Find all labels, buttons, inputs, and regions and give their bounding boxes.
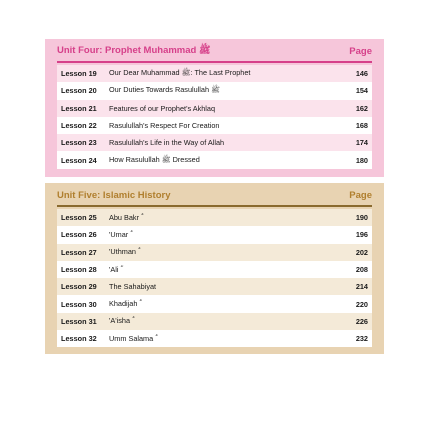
lesson-row[interactable] <box>57 261 372 278</box>
lesson-title: 'Ali ؓ <box>109 264 121 274</box>
lesson-number: Lesson 31 <box>61 316 97 326</box>
lesson-page: 174 <box>355 138 368 148</box>
lesson-page: 232 <box>355 334 368 344</box>
lesson-page: 220 <box>355 299 368 309</box>
lesson-page: 162 <box>355 103 368 113</box>
lesson-number: Lesson 28 <box>61 265 97 275</box>
lesson-page: 190 <box>355 213 368 223</box>
unit-header <box>57 186 372 207</box>
lesson-number: Lesson 27 <box>61 247 97 257</box>
lesson-number: Lesson 26 <box>61 230 97 240</box>
lesson-number: Lesson 24 <box>61 155 97 165</box>
lesson-title: 'Umar ؓ <box>109 229 131 239</box>
lesson-row[interactable] <box>57 295 372 312</box>
lesson-number: Lesson 29 <box>61 282 97 292</box>
lesson-page: 154 <box>355 86 368 96</box>
lesson-row[interactable] <box>57 100 372 117</box>
lesson-row[interactable] <box>57 151 372 168</box>
lesson-title: 'A'isha ؓ <box>109 316 133 326</box>
lesson-title: Our Dear Muhammad ﷺ: The Last Prophet <box>109 68 251 78</box>
lesson-title: 'Uthman ؓ <box>109 247 138 257</box>
page-column-header: Page <box>349 45 372 57</box>
lesson-row[interactable] <box>57 65 372 82</box>
unit-five-section <box>45 183 384 354</box>
page-column-header: Page <box>349 189 372 201</box>
lesson-title: Khadijah ؓ <box>109 299 140 309</box>
lesson-title: Umm Salama ؓ <box>109 333 156 343</box>
lesson-number: Lesson 32 <box>61 334 97 344</box>
lesson-list <box>57 65 372 169</box>
lesson-number: Lesson 23 <box>61 138 97 148</box>
lesson-number: Lesson 20 <box>61 86 97 96</box>
lesson-page: 180 <box>355 155 368 165</box>
lesson-title: Our Duties Towards Rasulullah ﷺ <box>109 85 220 95</box>
lesson-number: Lesson 22 <box>61 121 97 131</box>
lesson-row[interactable] <box>57 117 372 134</box>
lesson-row[interactable] <box>57 244 372 261</box>
lesson-row[interactable] <box>57 313 372 330</box>
unit-title: Unit Four: Prophet Muhammad ﷺ <box>57 45 211 56</box>
lesson-page: 168 <box>355 121 368 131</box>
lesson-title: The Sahabiyat <box>109 282 157 292</box>
lesson-row[interactable] <box>57 226 372 243</box>
lesson-page: 146 <box>355 69 368 79</box>
lesson-row[interactable] <box>57 209 372 226</box>
unit-header <box>57 42 372 63</box>
lesson-page: 214 <box>355 282 368 292</box>
unit-title: Unit Five: Islamic History <box>57 189 171 201</box>
lesson-page: 226 <box>355 316 368 326</box>
lesson-number: Lesson 19 <box>61 69 97 79</box>
lesson-title: How Rasulullah ﷺ Dressed <box>109 154 200 164</box>
lesson-page: 196 <box>355 230 368 240</box>
lesson-title: Abu Bakr ؓ <box>109 212 142 222</box>
lesson-title: Rasulullah's Respect For Creation <box>109 121 220 131</box>
lesson-number: Lesson 30 <box>61 299 97 309</box>
unit-four-section <box>45 39 384 177</box>
lesson-title: Features of our Prophet's Akhlaq <box>109 103 216 113</box>
lesson-list <box>57 209 372 347</box>
lesson-row[interactable] <box>57 134 372 151</box>
lesson-title: Rasulullah's Life in the Way of Allah <box>109 138 225 148</box>
lesson-page: 208 <box>355 265 368 275</box>
lesson-row[interactable] <box>57 278 372 295</box>
lesson-row[interactable] <box>57 330 372 347</box>
lesson-number: Lesson 25 <box>61 213 97 223</box>
lesson-row[interactable] <box>57 82 372 99</box>
lesson-number: Lesson 21 <box>61 103 97 113</box>
lesson-page: 202 <box>355 247 368 257</box>
